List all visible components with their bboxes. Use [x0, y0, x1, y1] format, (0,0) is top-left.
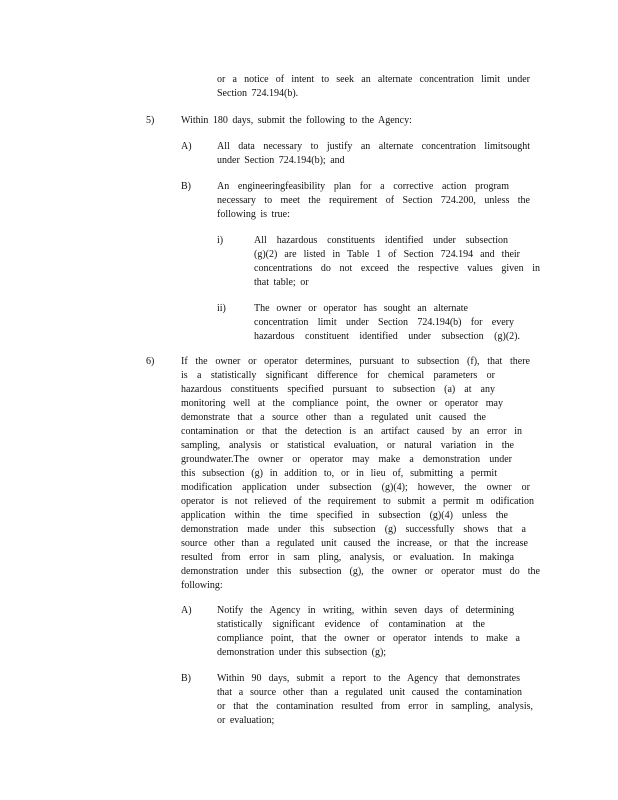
item-6a-line-3: compliance point, that the owner or operator intends to make a	[217, 633, 520, 644]
item-6b-line-1: Within 90 days, submit a report to the Agency that demonstrates	[217, 673, 520, 684]
item-5a-line-1: All data necessary to justify an alternate concentration limitsought	[217, 141, 530, 152]
item-6-line-14: source other than a regulated unit caused the increase, or that the increase	[181, 538, 528, 549]
item-5bi-line-4: that table; or	[254, 277, 309, 288]
intro-line-1: or a notice of intent to seek an alternate concentration limit under	[217, 74, 530, 85]
item-6-marker: 6)	[146, 356, 155, 367]
item-6a-line-2: statistically significant evidence of contamination at the	[217, 619, 485, 630]
item-6-line-17: following:	[181, 580, 223, 591]
item-5-marker: 5)	[146, 115, 155, 126]
item-6a-line-4: demonstration under this subsection (g);	[217, 647, 387, 658]
item-6-line-2: is a statistically significant difference for chemical parameters or	[181, 370, 495, 381]
item-6b-marker: B)	[181, 673, 191, 684]
item-5bi-line-1: All hazardous constituents identified under subsection	[254, 235, 508, 246]
item-6b-line-3: or that the contamination resulted from error in sampling, analysis,	[217, 701, 533, 712]
item-6a-marker: A)	[181, 605, 192, 616]
item-6-line-15: resulted from error in sam pling, analysis, or evaluation. In makinga	[181, 552, 514, 563]
item-6-line-16: demonstration under this subsection (g), the owner or operator must do the	[181, 566, 540, 577]
item-6-line-8: groundwater.The owner or operator may make a demonstration under	[181, 454, 512, 465]
item-5b-line-3: following is true:	[217, 209, 290, 220]
item-5bii-line-3: hazardous constituent identified under subsection (g)(2).	[254, 331, 520, 342]
item-5b-line-2: necessary to meet the requirement of Section 724.200, unless the	[217, 195, 530, 206]
item-6-line-3: hazardous constituents specified pursuant to subsection (a) at any	[181, 384, 495, 395]
item-6-line-7: sampling, analysis or statistical evaluation, or natural variation in the	[181, 440, 514, 451]
item-5bii-line-2: concentration limit under Section 724.194(b) for every	[254, 317, 514, 328]
item-6-line-5: demonstrate that a source other than a regulated unit caused the	[181, 412, 486, 423]
item-6-line-6: contamination or that the detection is an artifact caused by an error in	[181, 426, 522, 437]
item-6-line-4: monitoring well at the compliance point, the owner or operator may	[181, 398, 503, 409]
item-5bii-marker: ii)	[217, 303, 226, 314]
item-6b-line-2: that a source other than a regulated unit caused the contamination	[217, 687, 522, 698]
item-6-line-12: application within the time specified in subsection (g)(4) unless the	[181, 510, 508, 521]
item-5bii-line-1: The owner or operator has sought an alternate	[254, 303, 468, 314]
item-6a-line-1: Notify the Agency in writing, within seven days of determining	[217, 605, 514, 616]
item-5-text: Within 180 days, submit the following to the Agency:	[181, 115, 412, 126]
intro-line-2: Section 724.194(b).	[217, 88, 299, 99]
item-5b-marker: B)	[181, 181, 191, 192]
item-6-line-10: modification application under subsection (g)(4); however, the owner or	[181, 482, 530, 493]
item-5a-line-2: under Section 724.194(b); and	[217, 155, 345, 166]
item-6b-line-4: or evaluation;	[217, 715, 275, 726]
item-6-line-11: operator is not relieved of the requirement to submit a permit m odification	[181, 496, 534, 507]
item-6-line-13: demonstration made under this subsection (g) successfully shows that a	[181, 524, 526, 535]
item-5a-marker: A)	[181, 141, 192, 152]
item-6-line-9: this subsection (g) in addition to, or in lieu of, submitting a permit	[181, 468, 497, 479]
item-5bi-line-3: concentrations do not exceed the respective values given in	[254, 263, 540, 274]
item-6-line-1: If the owner or operator determines, pursuant to subsection (f), that there	[181, 356, 530, 367]
item-5b-line-1: An engineeringfeasibility plan for a corrective action program	[217, 181, 509, 192]
item-5bi-marker: i)	[217, 235, 224, 246]
item-5bi-line-2: (g)(2) are listed in Table 1 of Section 724.194 and their	[254, 249, 520, 260]
